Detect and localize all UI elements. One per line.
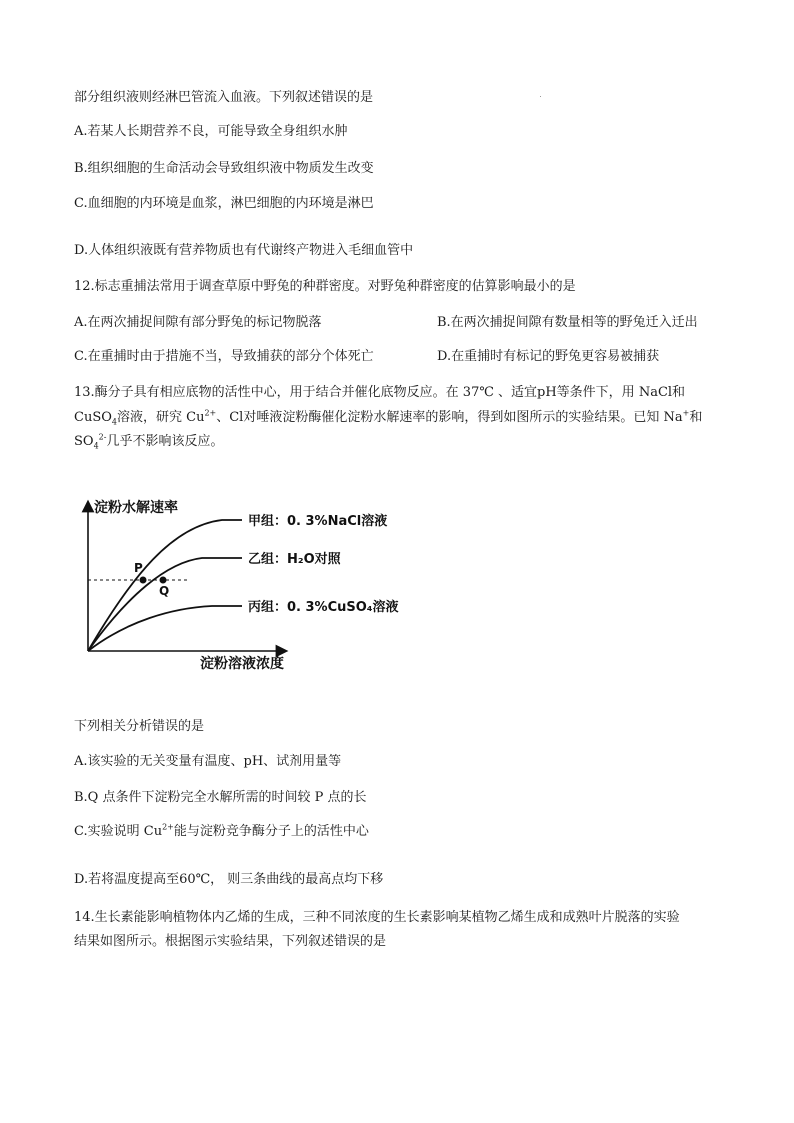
text-run: CuSO: [74, 410, 112, 425]
q12-stem: 12.标志重捕法常用于调查草原中野兔的种群密度。对野兔种群密度的估算影响最小的是: [74, 279, 576, 294]
starch-hydrolysis-chart: [72, 496, 412, 676]
q11-option-a: A.若某人长期营养不良，可能导致全身组织水肿: [74, 124, 348, 139]
superscript: 2+: [204, 408, 217, 418]
q13-option-b: B.Q 点条件下淀粉完全水解所需的时间较 P 点的长: [74, 790, 367, 805]
point-q-marker: [160, 577, 167, 584]
text-run: 和: [689, 410, 703, 425]
text-run: 几乎不影响该反应。: [106, 434, 224, 449]
text-run: C.实验说明 Cu: [74, 824, 163, 839]
q14-stem-line1: 14.生长素能影响植物体内乙烯的生成，三种不同浓度的生长素影响某植物乙烯生成和成熟叶片脱落的实验: [74, 910, 680, 925]
superscript: 2+: [162, 822, 174, 832]
series-label-bing: 丙组：0. 3%CuSO₄溶液: [248, 600, 399, 615]
scan-speck: [540, 96, 541, 97]
q12-option-d: D.在重捕时有标记的野兔更容易被捕获: [437, 349, 660, 364]
superscript: +: [682, 408, 690, 418]
subscript: 4: [93, 441, 99, 451]
y-axis-label: 淀粉水解速率: [94, 500, 178, 516]
q12-option-a: A.在两次捕捉间隙有部分野兔的标记物脱落: [74, 315, 322, 330]
q13-option-d: D.若将温度提高至60℃， 则三条曲线的最高点均下移: [74, 872, 384, 887]
q11-stem: 部分组织液则经淋巴管流入血液。下列叙述错误的是: [74, 90, 374, 105]
q11-option-d: D.人体组织液既有营养物质也有代谢终产物进入毛细血管中: [74, 243, 414, 258]
text-run: 溶液，研究 Cu: [116, 410, 205, 425]
q12-option-c: C.在重捕时由于措施不当，导致捕获的部分个体死亡: [74, 349, 374, 364]
text-run: SO: [74, 434, 94, 449]
superscript: 2-: [98, 432, 107, 442]
q13-stem-line3: [74, 434, 223, 450]
text-run: 能与淀粉竞争酶分子上的活性中心: [173, 824, 369, 839]
point-q-label: Q: [159, 584, 170, 598]
q13-stem-line2: [74, 410, 702, 426]
text-run: 、Cl对唾液淀粉酶催化淀粉水解速率的影响，得到如图所示的实验结果。已知 Na: [216, 410, 683, 425]
x-axis-label: 淀粉溶液浓度: [200, 656, 284, 672]
series-label-yi: 乙组：H₂O对照: [248, 552, 341, 567]
series-label-jia: 甲组：0. 3%NaCl溶液: [248, 514, 388, 529]
q14-stem-line2: 结果如图所示。根据图示实验结果，下列叙述错误的是: [74, 934, 387, 949]
series-line-yi: [88, 558, 242, 651]
point-p-marker: [140, 577, 147, 584]
q13-option-a: A.该实验的无关变量有温度、pH、试剂用量等: [74, 754, 342, 769]
q11-option-b: B.组织细胞的生命活动会导致组织液中物质发生改变: [74, 161, 374, 176]
q13-option-c: [74, 824, 369, 840]
subscript: 4: [111, 417, 117, 427]
q12-option-b: B.在两次捕捉间隙有数量相等的野兔迁入迁出: [437, 315, 698, 330]
point-p-label: P: [134, 561, 143, 575]
q11-option-c: C.血细胞的内环境是血浆，淋巴细胞的内环境是淋巴: [74, 196, 374, 211]
q13-stem-line1: 13.酶分子具有相应底物的活性中心，用于结合并催化底物反应。在 37℃ 、适宜pH等条件下，用 NaCl和: [74, 385, 686, 400]
q13-lead: 下列相关分析错误的是: [74, 719, 205, 734]
